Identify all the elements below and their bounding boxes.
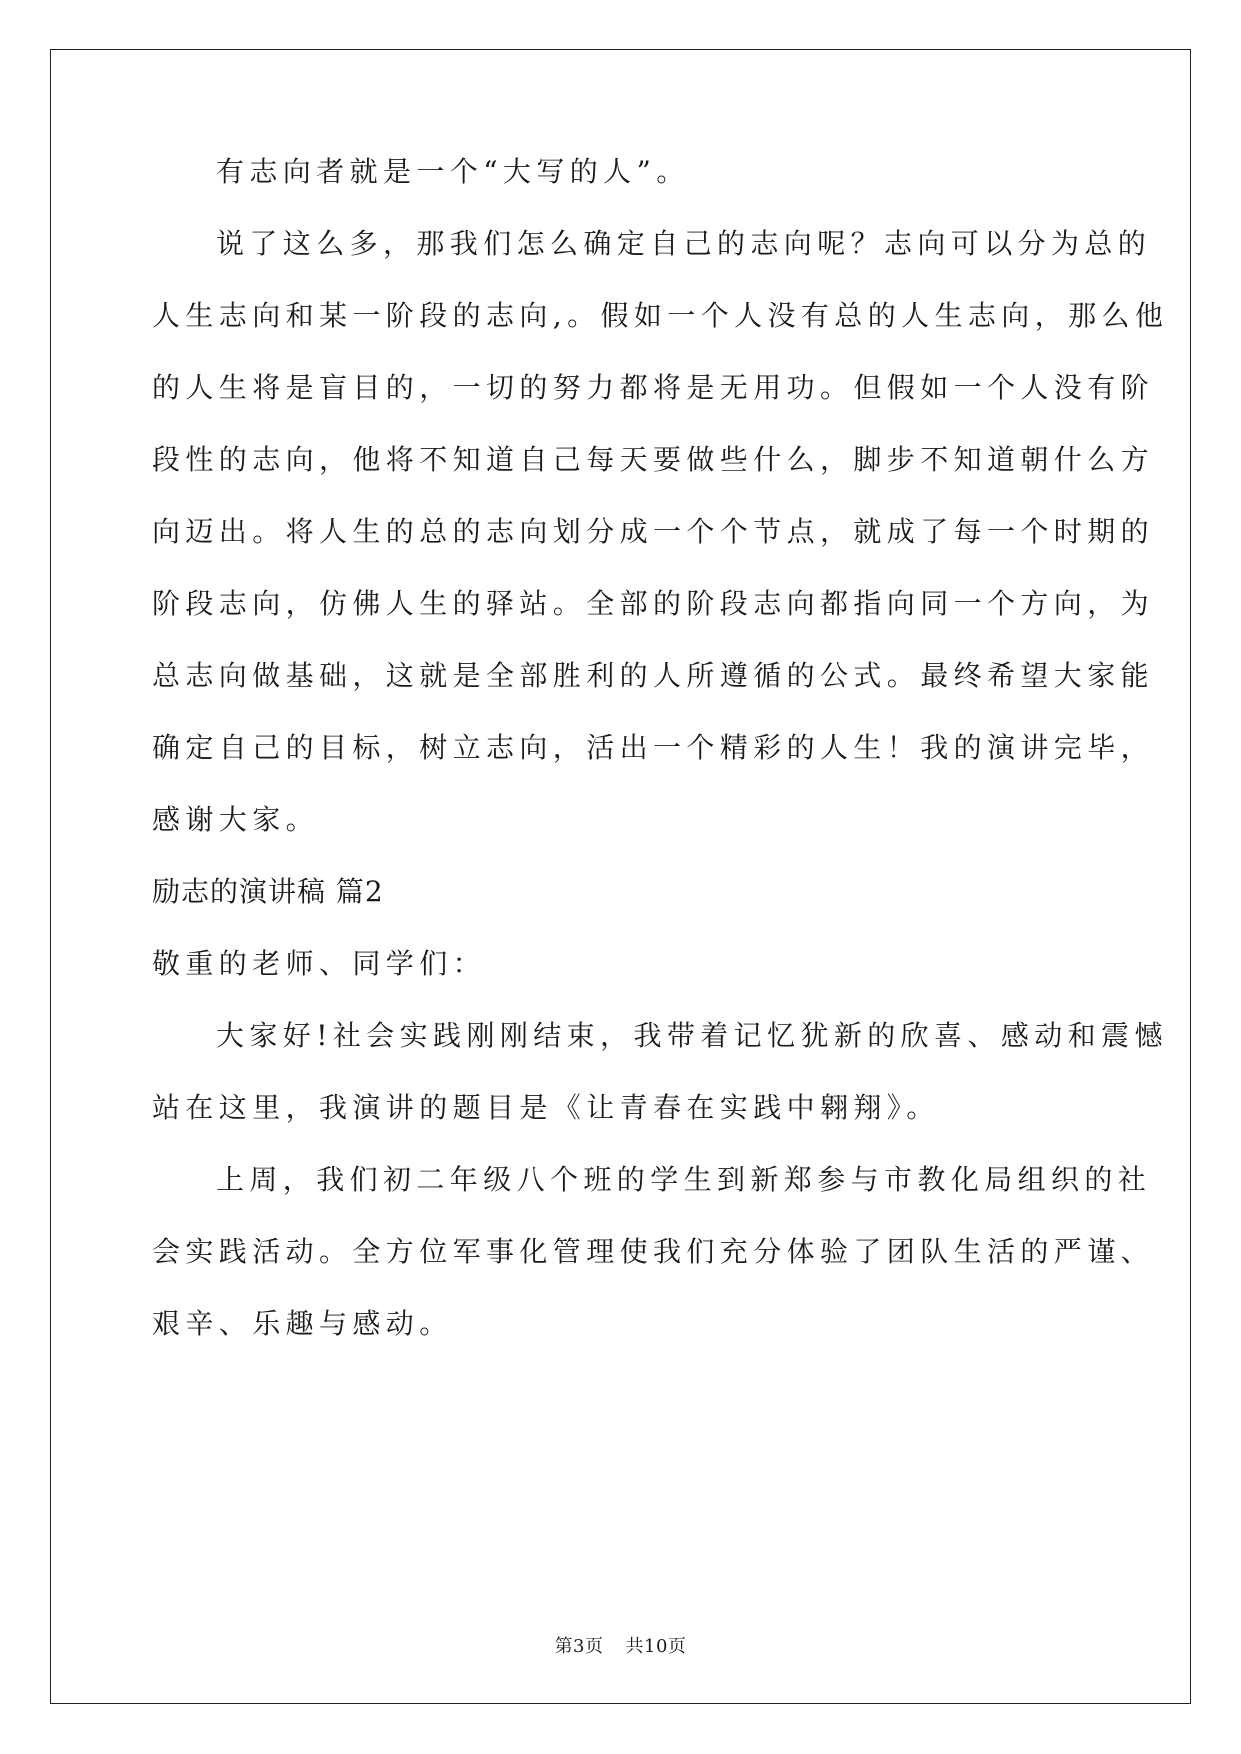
paragraph-line: 的人生将是盲目的，一切的努力都将是无用功。但假如一个人没有阶: [152, 371, 1155, 404]
salutation: 敬重的老师、同学们：: [152, 947, 487, 980]
paragraph-line: 站在这里，我演讲的题目是《让青春在实践中翱翔》。: [152, 1091, 940, 1124]
paragraph-line: 艰辛、乐趣与感动。: [152, 1307, 453, 1340]
paragraph-line: 会实践活动。全方位军事化管理使我们充分体验了团队生活的严谨、: [152, 1235, 1155, 1268]
paragraph-line: 阶段志向，仿佛人生的驿站。全部的阶段志向都指向同一个方向，为: [152, 587, 1155, 620]
page-footer: [0, 1636, 1241, 1658]
section-heading: 励志的演讲稿 篇2: [152, 875, 384, 908]
paragraph-line: 感谢大家。: [152, 803, 320, 836]
paragraph-line: 确定自己的目标，树立志向，活出一个精彩的人生！我的演讲完毕，: [152, 731, 1155, 764]
paragraph-line: 大家好!社会实践刚刚结束，我带着记忆犹新的欣喜、感动和震憾: [216, 1019, 1168, 1052]
paragraph-line: 说了这么多，那我们怎么确定自己的志向呢？志向可以分为总的: [216, 227, 1152, 260]
paragraph-line: 有志向者就是一个“大写的人”。: [216, 155, 690, 188]
paragraph-line: 向迈出。将人生的总的志向划分成一个个节点，就成了每一个时期的: [152, 515, 1155, 548]
paragraph-line: 人生志向和某一阶段的志向,。假如一个人没有总的人生志向，那么他: [152, 299, 1169, 332]
page-number: 第3页: [554, 1636, 604, 1657]
paragraph-line: 段性的志向，他将不知道自己每天要做些什么，脚步不知道朝什么方: [152, 443, 1155, 476]
paragraph-line: 总志向做基础，这就是全部胜利的人所遵循的公式。最终希望大家能: [152, 659, 1155, 692]
page-total: 共10页: [625, 1636, 687, 1657]
paragraph-line: 上周，我们初二年级八个班的学生到新郑参与市教化局组织的社: [216, 1163, 1152, 1196]
